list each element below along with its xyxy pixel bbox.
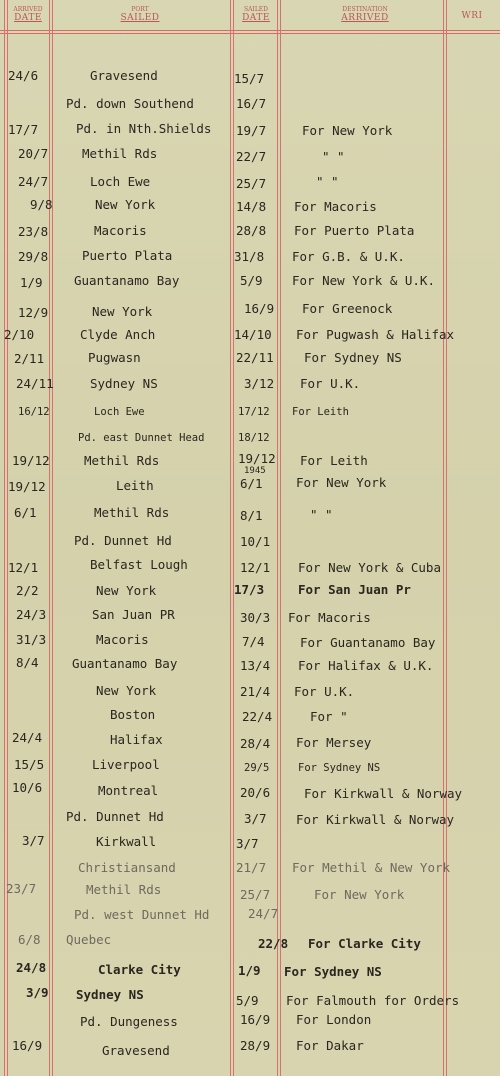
- sailed-date: 16/9: [240, 1012, 271, 1027]
- header-port: [90, 6, 190, 22]
- port-name: Clarke City: [98, 962, 181, 977]
- header-port-top: PORT: [131, 6, 149, 13]
- arrived-date: 2/2: [16, 583, 39, 598]
- sailed-date: 29/5: [244, 762, 270, 774]
- destination: For Pugwash & Halifax: [296, 327, 455, 342]
- destination: For U.K.: [300, 376, 361, 391]
- port-name: Methil Rds: [84, 453, 160, 468]
- port-name: Boston: [110, 707, 156, 722]
- destination: For Clarke City: [308, 936, 421, 951]
- sailed-date: 22/8: [258, 936, 289, 951]
- column-line: [443, 0, 444, 1076]
- destination: For Sydney NS: [304, 350, 402, 365]
- port-name: Puerto Plata: [82, 248, 173, 263]
- arrived-date: 24/8: [16, 960, 47, 975]
- sailed-date: 14/8: [236, 199, 267, 214]
- destination: For Leith: [300, 453, 368, 468]
- arrived-date: 12/9: [18, 305, 49, 320]
- sailed-date: 16/7: [236, 96, 267, 111]
- header-rule: [0, 33, 500, 34]
- sailed-date: 28/8: [236, 223, 267, 238]
- arrived-date: 15/5: [14, 757, 45, 772]
- sailed-date: 25/7: [236, 176, 267, 191]
- sailed-date: 25/7: [240, 887, 271, 902]
- port-name: Pd. Dunnet Hd: [66, 809, 164, 824]
- destination: For Greenock: [302, 301, 393, 316]
- sailed-date: 8/1: [240, 508, 263, 523]
- sailed-date: 10/1: [240, 534, 271, 549]
- sailed-date: 15/7: [234, 71, 265, 86]
- header-arrived-bottom: DATE: [14, 13, 42, 23]
- destination: For Leith: [292, 406, 349, 418]
- sailed-date: 17/3: [234, 582, 265, 597]
- year-note: 1945: [244, 466, 266, 476]
- destination: For New York: [302, 123, 393, 138]
- sailed-date: 21/4: [240, 684, 271, 699]
- arrived-date: 17/7: [8, 122, 39, 137]
- arrived-date: 23/8: [18, 224, 49, 239]
- sailed-date: 22/4: [242, 709, 273, 724]
- column-line: [4, 0, 5, 1076]
- port-name: New York: [96, 583, 157, 598]
- destination: " ": [310, 507, 333, 522]
- port-name: Gravesend: [90, 68, 158, 83]
- sailed-date: 28/4: [240, 736, 271, 751]
- arrived-date: 19/12: [12, 453, 50, 468]
- sailed-date: 19/12: [238, 451, 276, 466]
- sailed-date: 17/12: [238, 406, 270, 418]
- arrived-date: 24/6: [8, 68, 39, 83]
- destination: For Falmouth for Orders: [286, 993, 460, 1008]
- sailed-date: 14/10: [234, 327, 272, 342]
- header-wri: [452, 12, 492, 20]
- destination: For New York & U.K.: [292, 273, 435, 288]
- destination: For G.B. & U.K.: [292, 249, 405, 264]
- destination: For U.K.: [294, 684, 355, 699]
- header-destination: [315, 6, 415, 22]
- destination: For New York & Cuba: [298, 560, 441, 575]
- destination: For Kirkwall & Norway: [304, 786, 463, 801]
- sailed-date: 31/8: [234, 249, 265, 264]
- port-name: Sydney NS: [90, 376, 158, 391]
- port-name: Sydney NS: [76, 987, 144, 1002]
- destination: For New York: [314, 887, 405, 902]
- column-line: [7, 0, 8, 1076]
- destination: For ": [310, 709, 348, 724]
- arrived-date: 6/1: [14, 505, 37, 520]
- destination: For Mersey: [296, 735, 372, 750]
- arrived-date: 2/10: [4, 327, 35, 342]
- port-name: Montreal: [98, 783, 159, 798]
- destination: " ": [316, 174, 339, 189]
- destination: For Puerto Plata: [294, 223, 415, 238]
- header-destination-top: DESTINATION: [342, 6, 388, 13]
- header-destination-bottom: ARRIVED: [341, 13, 389, 23]
- destination: For Macoris: [294, 199, 377, 214]
- destination: For Sydney NS: [298, 762, 381, 774]
- sailed-date: 22/11: [236, 350, 274, 365]
- port-name: Loch Ewe: [94, 406, 145, 418]
- port-name: Christiansand: [78, 860, 176, 875]
- destination: For Macoris: [288, 610, 371, 625]
- sailed-date: 13/4: [240, 658, 271, 673]
- arrived-date: 16/12: [18, 406, 50, 418]
- arrived-date: 20/7: [18, 146, 49, 161]
- port-name: Leith: [116, 478, 154, 493]
- arrived-date: 1/9: [20, 275, 43, 290]
- header-arrived: [6, 6, 50, 22]
- destination: For Dakar: [296, 1038, 364, 1053]
- destination: For Methil & New York: [292, 860, 451, 875]
- sailed-date: 22/7: [236, 149, 267, 164]
- arrived-date: 23/7: [6, 881, 37, 896]
- destination: For San Juan Pr: [298, 582, 411, 597]
- port-name: Pd. Dunnet Hd: [74, 533, 172, 548]
- arrived-date: 10/6: [12, 780, 43, 795]
- destination: For New York: [296, 475, 387, 490]
- sailed-date: 16/9: [244, 301, 275, 316]
- arrived-date: 24/11: [16, 376, 54, 391]
- arrived-date: 3/7: [22, 833, 45, 848]
- sailed-date: 3/12: [244, 376, 275, 391]
- port-name: Halifax: [110, 732, 163, 747]
- port-name: Macoris: [96, 632, 149, 647]
- port-name: Methil Rds: [86, 882, 162, 897]
- port-name: Pd. in Nth.Shields: [76, 121, 212, 136]
- arrived-date: 3/9: [26, 985, 49, 1000]
- port-name: New York: [95, 197, 156, 212]
- port-name: Liverpool: [92, 757, 160, 772]
- header-wri-label: WRI: [461, 11, 483, 21]
- port-name: New York: [92, 304, 153, 319]
- port-name: Clyde Anch: [80, 327, 156, 342]
- arrived-date: 24/4: [12, 730, 43, 745]
- sailed-date: 3/7: [244, 811, 267, 826]
- port-name: San Juan PR: [92, 607, 175, 622]
- header-port-bottom: SAILED: [120, 13, 160, 23]
- sailed-date: 5/9: [240, 273, 263, 288]
- port-name: Belfast Lough: [90, 557, 188, 572]
- port-name: Macoris: [94, 223, 147, 238]
- port-name: Pd. east Dunnet Head: [78, 432, 205, 444]
- destination: For Kirkwall & Norway: [296, 812, 455, 827]
- arrived-date: 24/3: [16, 607, 47, 622]
- destination: For Halifax & U.K.: [298, 658, 434, 673]
- column-line: [49, 0, 50, 1076]
- header-rule: [0, 30, 500, 31]
- sailed-date: 30/3: [240, 610, 271, 625]
- column-line: [280, 0, 281, 1076]
- column-line: [233, 0, 234, 1076]
- header-arrived-top: ARRIVED: [13, 6, 43, 13]
- arrived-date: 8/4: [16, 655, 39, 670]
- sailed-date: 20/6: [240, 785, 271, 800]
- sailed-date: 19/7: [236, 123, 267, 138]
- port-name: Quebec: [66, 932, 112, 947]
- port-name: Guantanamo Bay: [72, 656, 178, 671]
- sailed-date: 24/7: [248, 906, 279, 921]
- arrived-date: 2/11: [14, 351, 45, 366]
- sailed-date: 3/7: [236, 836, 259, 851]
- destination: " ": [322, 149, 345, 164]
- header-sailed-top: SAILED: [244, 6, 268, 13]
- port-name: New York: [96, 683, 157, 698]
- sailed-date: 6/1: [240, 476, 263, 491]
- sailed-date: 12/1: [240, 560, 271, 575]
- destination: For Guantanamo Bay: [300, 635, 436, 650]
- port-name: Methil Rds: [82, 146, 158, 161]
- port-name: Pd. Dungeness: [80, 1014, 178, 1029]
- port-name: Loch Ewe: [90, 174, 151, 189]
- sailed-date: 5/9: [236, 993, 259, 1008]
- sailed-date: 1/9: [238, 963, 261, 978]
- arrived-date: 9/8: [30, 197, 53, 212]
- port-name: Gravesend: [102, 1043, 170, 1058]
- column-line: [52, 0, 53, 1076]
- column-line: [446, 0, 447, 1076]
- arrived-date: 12/1: [8, 560, 39, 575]
- destination: For London: [296, 1012, 372, 1027]
- port-name: Pd. west Dunnet Hd: [74, 907, 210, 922]
- header-sailed-bottom: DATE: [242, 13, 270, 23]
- arrived-date: 24/7: [18, 174, 49, 189]
- port-name: Guantanamo Bay: [74, 273, 180, 288]
- port-name: Kirkwall: [96, 834, 157, 849]
- port-name: Pugwasn: [88, 350, 141, 365]
- sailed-date: 7/4: [242, 634, 265, 649]
- arrived-date: 29/8: [18, 249, 49, 264]
- port-name: Methil Rds: [94, 505, 170, 520]
- sailed-date: 28/9: [240, 1038, 271, 1053]
- sailed-date: 21/7: [236, 860, 267, 875]
- port-name: Pd. down Southend: [66, 96, 194, 111]
- arrived-date: 6/8: [18, 932, 41, 947]
- header-sailed: [234, 6, 278, 22]
- sailed-date: 18/12: [238, 432, 270, 444]
- arrived-date: 31/3: [16, 632, 47, 647]
- arrived-date: 19/12: [8, 479, 46, 494]
- arrived-date: 16/9: [12, 1038, 43, 1053]
- column-line: [230, 0, 231, 1076]
- destination: For Sydney NS: [284, 964, 382, 979]
